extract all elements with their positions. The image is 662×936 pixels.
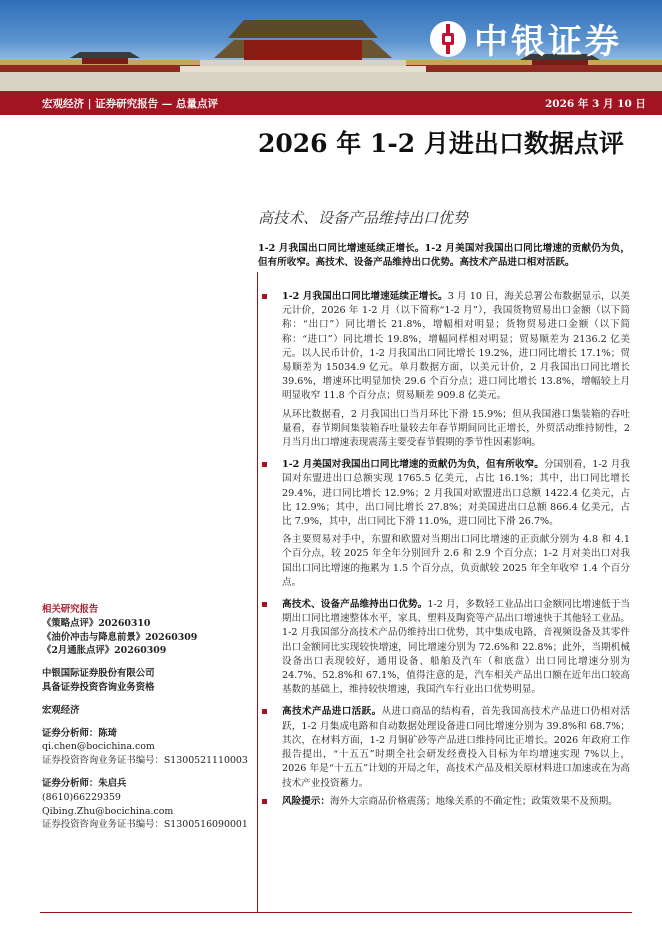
bullet-square-icon bbox=[262, 799, 267, 804]
boc-logo-icon bbox=[430, 21, 466, 57]
bullet-square-icon bbox=[262, 602, 267, 607]
related-report-link[interactable]: 《油价冲击与降息前景》20260309 bbox=[42, 631, 198, 643]
related-report-link[interactable]: 《策略点评》20260310 bbox=[42, 617, 151, 629]
company-qualification: 具备证券投资咨询业务资格 bbox=[42, 681, 155, 693]
bullet-list bbox=[262, 290, 630, 809]
company-name: 中银国际证券股份有限公司 bbox=[42, 668, 155, 680]
divider-vertical bbox=[257, 272, 258, 912]
bullet-text: 从进口商品的结构看，首先我国高技术产品进口仍相对活跃，1-2 月集成电路和自动数据处理设备进口同比增速分别为 39.8%和 68.7%；其次，在材料方面，1-2 月铜矿砂等产品进口维持同比正增长。2026 年政府工作报告提出，“十五五”时期全社会研发经费投入目标为年均增速实现 7%以上，2026 年是“十五五”计划的开局之年，高技术产品及相关原材料进口加速或在为高技术产业投资蓄力。 bbox=[282, 706, 630, 789]
bullet-item bbox=[262, 290, 630, 404]
analyst-cert: 证券投资咨询业务证书编号：S1300516090001 bbox=[42, 819, 248, 831]
analyst-cert: 证券投资咨询业务证书编号：S1300521110003 bbox=[42, 755, 248, 767]
analyst-phone: (8610)66229359 bbox=[42, 791, 121, 803]
analyst-email[interactable]: Qibing.Zhu@bocichina.com bbox=[42, 805, 174, 817]
sector-label: 宏观经济 bbox=[42, 704, 80, 716]
sidebar bbox=[42, 603, 248, 832]
report-subtitle: 高技术、设备产品维持出口优势 bbox=[258, 209, 469, 227]
bullet-lead: 风险提示： bbox=[282, 795, 330, 807]
bullet-square-icon bbox=[262, 462, 267, 467]
divider-bottom bbox=[40, 912, 632, 913]
header-banner bbox=[0, 0, 662, 91]
bullet-lead: 1-2 月美国对我国出口同比增速的贡献仍为负，但有所收窄。 bbox=[282, 459, 544, 471]
analyst-name: 证券分析师：陈琦 bbox=[42, 727, 118, 739]
related-reports-title: 相关研究报告 bbox=[42, 604, 99, 615]
bullet-lead: 高技术产品进口活跃。 bbox=[282, 706, 382, 718]
company-logo bbox=[430, 14, 622, 63]
bullet-item bbox=[262, 598, 630, 697]
analyst-name: 证券分析师：朱启兵 bbox=[42, 777, 127, 789]
bullet-item bbox=[262, 705, 630, 790]
category-bar bbox=[0, 91, 662, 115]
analyst-email[interactable]: qi.chen@bocichina.com bbox=[42, 741, 155, 753]
bullet-square-icon bbox=[262, 709, 267, 714]
report-category: 宏观经济 | 证券研究报告 — 总量点评 bbox=[42, 98, 218, 110]
bullet-lead: 高技术、设备产品维持出口优势。 bbox=[282, 599, 428, 611]
bullet-item bbox=[262, 795, 630, 809]
bullet-square-icon bbox=[262, 294, 267, 299]
bullet-text: 分国别看，1-2 月我国对东盟进出口总额实现 1765.5 亿美元，占比 16.1%；其中，出口同比增长 29.4%，进口同比增长 12.9%；2 月我国对欧盟进出口总额 1422.4 亿美元，占比 12.9%；其中，出口同比增长 27.8%；对美国进出口总额 866.4 亿美元，占比 7.9%，其中，出口同比下滑 11.0%，进口同比下滑 26.7%。 bbox=[282, 459, 631, 528]
bullet-item bbox=[262, 458, 630, 529]
bullet-text: 3 月 10 日，海关总署公布数据显示，以美元计价，2026 年 1-2 月（以下简称“1-2 月”），我国货物贸易出口金额（以下简称：“出口”）同比增长 21.8%，增幅相对明显；货物贸易进口金额（以下简称：“进口”）同比增长 19.8%，增幅同样相对明显；贸易顺差为 2136.2 亿美元。以人民币计价，1-2 月我国出口同比增长 19.2%，进口同比增长 17.1%；贸易顺差为 15034.9 亿元。单月数据方面，以美元计价，2 月我国出口同比增长 39.6%，增速环比明显加快 29.6 个百分点；进口同比增长 13.8%，增幅较上月明显收窄 11.8 个百分点；贸易顺差 909.8 亿美元。 bbox=[282, 291, 630, 402]
related-report-link[interactable]: 《2月通胀点评》20260309 bbox=[42, 645, 167, 657]
bullet-text: 海外大宗商品价格震荡；地缘关系的不确定性；政策效果不及预期。 bbox=[329, 795, 618, 807]
report-date: 2026 年 3 月 10 日 bbox=[545, 98, 646, 110]
summary-paragraph: 1-2 月我国出口同比增速延续正增长。1-2 月美国对我国出口同比增速的贡献仍为负，但有所收窄。高技术、设备产品维持出口优势。高技术产品进口相对活跃。 bbox=[258, 243, 630, 268]
logo-text: 中银证券 bbox=[474, 22, 622, 62]
report-title: 2026 年 1-2 月进出口数据点评 bbox=[258, 129, 624, 158]
bullet-lead: 1-2 月我国出口同比增速延续正增长。 bbox=[282, 291, 448, 302]
bullet-extra: 各主要贸易对手中，东盟和欧盟对当期出口同比增速的正贡献分别为 4.8 和 4.1 个百分点，较 2025 年全年分别回升 2.6 和 2.9 个百分点；1-2 月对美出口对我国出口同比增速的拖累为 1.5 个百分点，负贡献较 2025 年全年收窄 1.4 个百分点。 bbox=[282, 534, 630, 588]
bullet-extra: 从环比数据看，2 月我国出口当月环比下滑 15.9%；但从我国港口集装箱的吞吐量看，春节期间集装箱吞吐量较去年春节期间同比正增长，外贸活动维持韧性，2 月当月出口增速表现震荡主要受春节假期的季节性因素影响。 bbox=[282, 408, 630, 449]
bullet-text: 1-2 月，多数轻工业品出口金额同比增速低于当期出口同比增速整体水平，家具、塑料及陶瓷等产品出口增速快于其他轻工业品。1-2 月我国部分高技术产品仍维持出口优势，其中集成电路、音视频设备及其零件出口金额同比实现较快增速，同比增速分别为 72.6%和 22.8%；此外，当期机械设备出口表现较好，通用设备、船舶及汽车（和底盘）出口同比增速分别为 24.7%、52.8%和 67.1%，值得注意的是，汽车相关产品出口额在近年出口较高基数的基础上，维持较快增速，我国汽车行业出口优势明显。 bbox=[282, 599, 631, 696]
